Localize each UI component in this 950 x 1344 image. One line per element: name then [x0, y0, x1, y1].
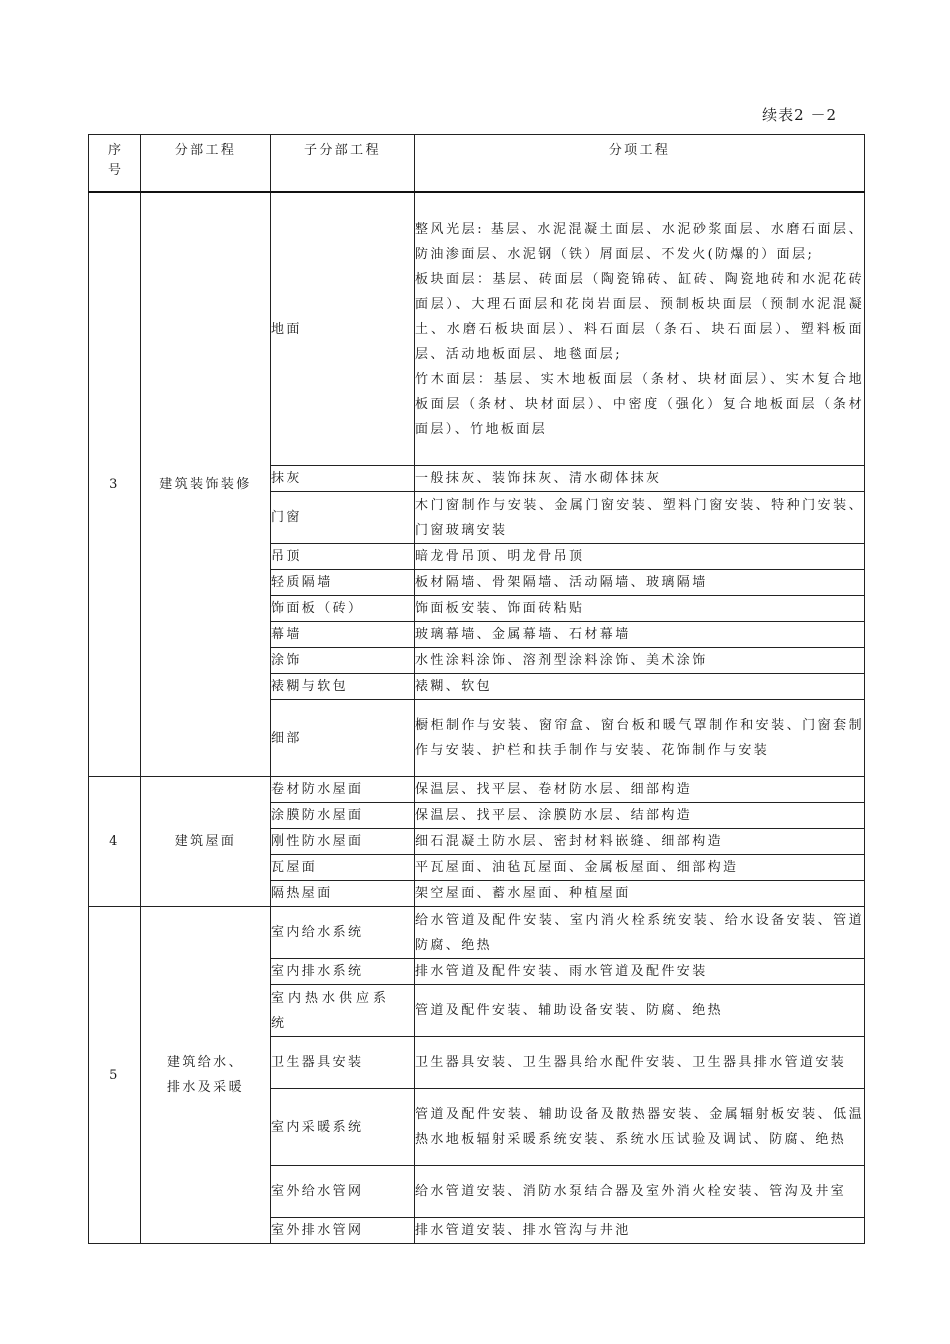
sub-division: 卫生器具安装 [271, 1037, 415, 1089]
sub-division: 细部 [271, 700, 415, 777]
sub-division: 涂饰 [271, 648, 415, 674]
group-name: 建筑装饰装修 [141, 192, 271, 777]
item-cell: 平瓦屋面、油毡瓦屋面、金属板屋面、细部构造 [415, 855, 865, 881]
sub-division: 门窗 [271, 492, 415, 544]
sub-division: 幕墙 [271, 622, 415, 648]
sub-division: 隔热屋面 [271, 881, 415, 907]
sub-division: 室外排水管网 [271, 1218, 415, 1244]
group-name: 建筑屋面 [141, 777, 271, 907]
item-cell: 架空屋面、蓄水屋面、种植屋面 [415, 881, 865, 907]
item-cell: 保温层、找平层、涂膜防水层、结部构造 [415, 803, 865, 829]
sub-division: 刚性防水屋面 [271, 829, 415, 855]
item-cell: 木门窗制作与安装、金属门窗安装、塑料门窗安装、特种门安装、门窗玻璃安装 [415, 492, 865, 544]
header-sub: 子分部工程 [271, 135, 415, 193]
header-group: 分部工程 [141, 135, 271, 193]
sub-division: 抹灰 [271, 466, 415, 492]
item-cell: 一般抹灰、装饰抹灰、清水砌体抹灰 [415, 466, 865, 492]
item-cell: 排水管道安装、排水管沟与井池 [415, 1218, 865, 1244]
item-paragraph: 竹木面层：基层、实木地板面层（条材、块材面层）、实木复合地板面层（条材、块材面层）、中密度（强化）复合地板面层（条材面层）、竹地板面层 [415, 371, 864, 437]
item-cell [415, 192, 865, 466]
sub-division: 室内采暖系统 [271, 1089, 415, 1166]
item-cell: 细石混凝土防水层、密封材料嵌缝、细部构造 [415, 829, 865, 855]
group-seq: 3 [89, 192, 141, 777]
item-cell: 给水管道安装、消防水泵结合器及室外消火栓安装、管沟及井室 [415, 1166, 865, 1218]
sub-division: 室内给水系统 [271, 907, 415, 959]
item-cell: 排水管道及配件安装、雨水管道及配件安装 [415, 959, 865, 985]
sub-division: 轻质隔墙 [271, 570, 415, 596]
sub-division: 裱糊与软包 [271, 674, 415, 700]
table-header-row [89, 135, 865, 193]
item-cell: 水性涂料涂饰、溶剂型涂料涂饰、美术涂饰 [415, 648, 865, 674]
group-seq: 4 [89, 777, 141, 907]
table-row [89, 192, 865, 466]
sub-division: 室内排水系统 [271, 959, 415, 985]
sub-division: 室内热水供应系统 [271, 985, 415, 1037]
group-name: 建筑给水、排水及采暖 [141, 907, 271, 1244]
item-paragraph: 整风光层: 基层、水泥混凝土面层、水泥砂浆面层、水磨石面层、防油渗面层、水泥钢（铁）屑面层、不发火(防爆的）面层; [415, 221, 864, 262]
sub-division: 涂膜防水屋面 [271, 803, 415, 829]
sub-division: 瓦屋面 [271, 855, 415, 881]
item-cell: 裱糊、软包 [415, 674, 865, 700]
item-cell: 给水管道及配件安装、室内消火栓系统安装、给水设备安装、管道防腐、绝热 [415, 907, 865, 959]
group-seq: 5 [89, 907, 141, 1244]
item-cell: 管道及配件安装、辅助设备安装、防腐、绝热 [415, 985, 865, 1037]
item-paragraph: 板块面层：基层、砖面层（陶瓷锦砖、缸砖、陶瓷地砖和水泥花砖面层）、大理石面层和花岗岩面层、预制板块面层（预制水泥混凝土、水磨石板块面层）、料石面层（条石、块石面层）、塑料板面层、活动地板面层、地毯面层; [415, 271, 864, 362]
item-cell: 板材隔墙、骨架隔墙、活动隔墙、玻璃隔墙 [415, 570, 865, 596]
table-row [89, 907, 865, 959]
item-cell: 卫生器具安装、卫生器具给水配件安装、卫生器具排水管道安装 [415, 1037, 865, 1089]
item-cell: 管道及配件安装、辅助设备及散热器安装、金属辐射板安装、低温热水地板辐射采暖系统安装、系统水压试验及调试、防腐、绝热 [415, 1089, 865, 1166]
sub-division: 卷材防水屋面 [271, 777, 415, 803]
table-caption: 续表2 －2 [762, 106, 837, 124]
item-cell: 暗龙骨吊顶、明龙骨吊顶 [415, 544, 865, 570]
sub-division: 地面 [271, 192, 415, 466]
sub-division: 饰面板（砖） [271, 596, 415, 622]
item-cell: 饰面板安装、饰面砖粘贴 [415, 596, 865, 622]
item-cell: 玻璃幕墙、金属幕墙、石材幕墙 [415, 622, 865, 648]
sub-division: 室外给水管网 [271, 1166, 415, 1218]
header-items: 分项工程 [415, 135, 865, 193]
item-cell: 橱柜制作与安装、窗帘盒、窗台板和暖气罩制作和安装、门窗套制作与安装、护栏和扶手制作与安装、花饰制作与安装 [415, 700, 865, 777]
table-row [89, 777, 865, 803]
sub-division: 吊顶 [271, 544, 415, 570]
header-seq: 序号 [89, 135, 141, 193]
construction-division-table [88, 134, 865, 1244]
item-cell: 保温层、找平层、卷材防水层、细部构造 [415, 777, 865, 803]
